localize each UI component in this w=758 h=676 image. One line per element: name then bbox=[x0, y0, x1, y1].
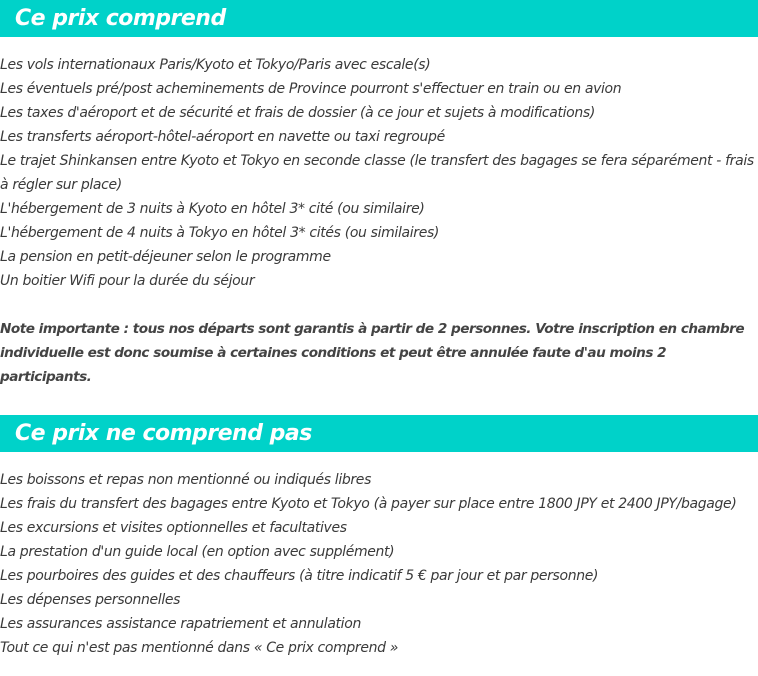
important-note: Note importante : tous nos départs sont garantis à partir de 2 personnes. Votre inscription en chambre individuelle est donc soumise à certaines conditions et peut être annulée faute d'au moins 2 participants. bbox=[0, 321, 745, 385]
list-item: Les excursions et visites optionnelles et facultatives bbox=[0, 520, 347, 536]
section-header-excluded bbox=[0, 415, 758, 452]
list-item: Tout ce qui n'est pas mentionné dans « Ce prix comprend » bbox=[0, 640, 399, 656]
section-title-included: Ce prix comprend bbox=[15, 6, 226, 31]
included-list bbox=[0, 53, 758, 293]
excluded-list bbox=[0, 468, 758, 660]
list-item: L'hébergement de 4 nuits à Tokyo en hôtel 3* cités (ou similaires) bbox=[0, 225, 440, 241]
list-item: Le trajet Shinkansen entre Kyoto et Tokyo en seconde classe (le transfert des bagages se fera séparément - frais à régler sur place) bbox=[0, 153, 754, 193]
list-item: L'hébergement de 3 nuits à Kyoto en hôtel 3* cité (ou similaire) bbox=[0, 201, 425, 217]
list-item: Les taxes d'aéroport et de sécurité et frais de dossier (à ce jour et sujets à modifications) bbox=[0, 105, 595, 121]
section-header-included bbox=[0, 0, 758, 37]
list-item: Les assurances assistance rapatriement et annulation bbox=[0, 616, 361, 632]
list-item: Les transferts aéroport-hôtel-aéroport en navette ou taxi regroupé bbox=[0, 129, 445, 145]
list-item: Les pourboires des guides et des chauffeurs (à titre indicatif 5 € par jour et par personne) bbox=[0, 568, 599, 584]
list-item: Un boitier Wifi pour la durée du séjour bbox=[0, 273, 255, 289]
list-item: Les dépenses personnelles bbox=[0, 592, 181, 608]
section-title-excluded: Ce prix ne comprend pas bbox=[15, 421, 312, 446]
list-item: La pension en petit-déjeuner selon le programme bbox=[0, 249, 331, 265]
list-item: Les boissons et repas non mentionné ou indiqués libres bbox=[0, 472, 372, 488]
list-item: Les vols internationaux Paris/Kyoto et Tokyo/Paris avec escale(s) bbox=[0, 57, 431, 73]
list-item: Les éventuels pré/post acheminements de Province pourront s'effectuer en train ou en avion bbox=[0, 81, 622, 97]
list-item: Les frais du transfert des bagages entre Kyoto et Tokyo (à payer sur place entre 1800 JPY et 2400 JPY/bagage) bbox=[0, 496, 737, 512]
list-item: La prestation d'un guide local (en option avec supplément) bbox=[0, 544, 395, 560]
